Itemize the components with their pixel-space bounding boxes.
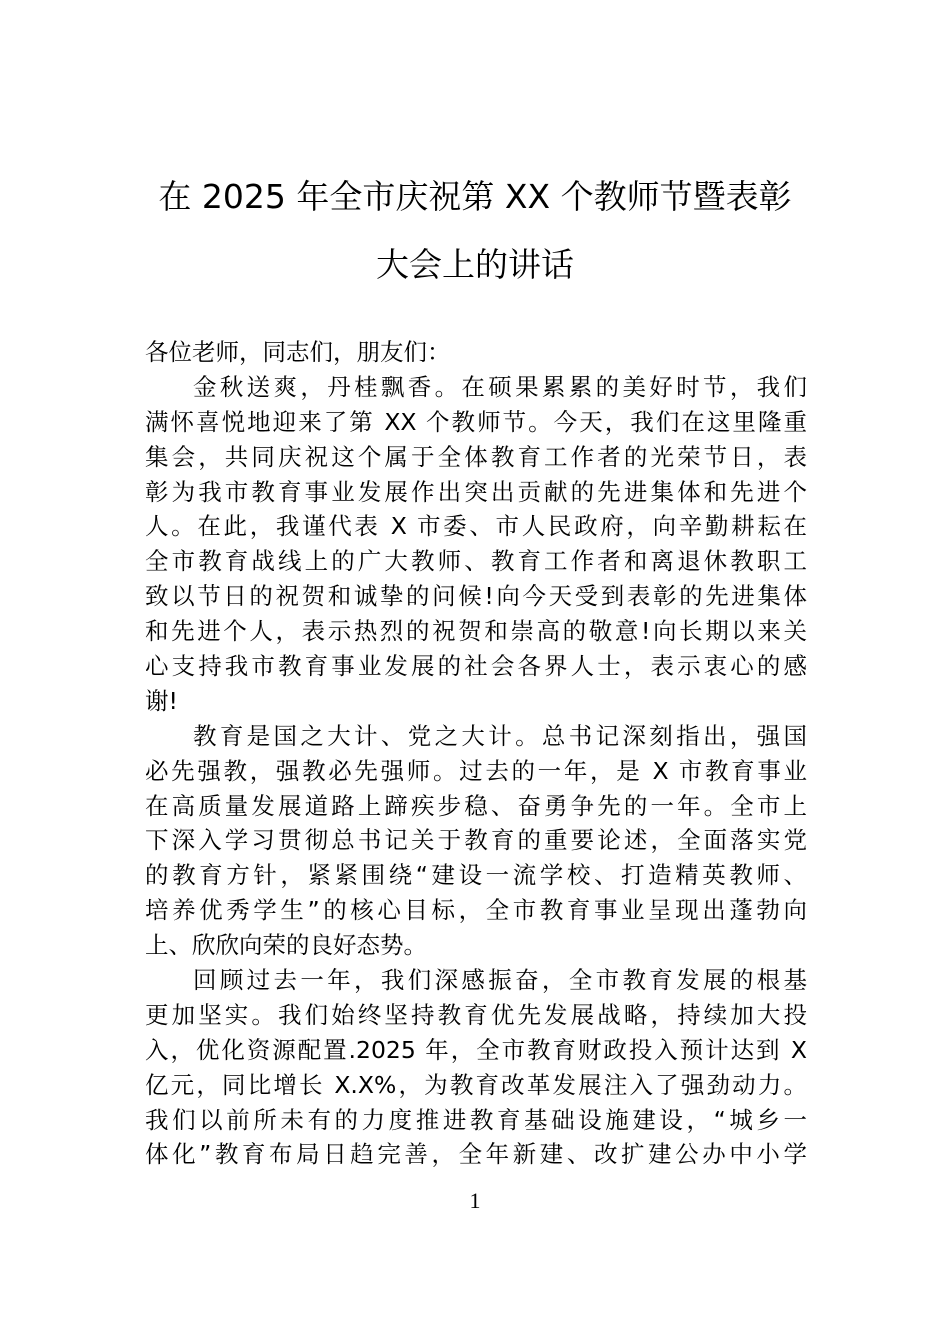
paragraph-2-line-7: 上、欣欣向荣的良好态势。: [145, 931, 427, 960]
paragraph-2-line-3: 在高质量发展道路上蹄疾步稳、奋勇争先的一年。全市上: [145, 791, 807, 820]
paragraph-2-line-1: 教育是国之大计、党之大计。总书记深刻指出，强国: [193, 721, 807, 750]
paragraph-3-line-3: 入，优化资源配置.2025 年，全市教育财政投入预计达到 X: [145, 1035, 807, 1064]
paragraph-1-line-6: 全市教育战线上的广大教师、教育工作者和离退休教职工: [145, 547, 807, 576]
paragraph-3-line-5: 我们以前所未有的力度推进教育基础设施建设，“城乡一: [145, 1105, 807, 1134]
paragraph-3-line-4: 亿元，同比增长 X.X%，为教育改革发展注入了强劲动力。: [145, 1070, 807, 1099]
document-title: [0, 163, 950, 299]
paragraph-1-line-1: 金秋送爽，丹桂飘香。在硕果累累的美好时节，我们: [193, 372, 807, 401]
paragraph-3-line-6: 体化”教育布局日趋完善，全年新建、改扩建公办中小学: [145, 1140, 807, 1169]
paragraph-2-line-4: 下深入学习贯彻总书记关于教育的重要论述，全面落实党: [145, 826, 807, 855]
paragraph-3-line-1: 回顾过去一年，我们深感振奋，全市教育发展的根基: [193, 966, 807, 995]
paragraph-2-line-6: 培养优秀学生”的核心目标，全市教育事业呈现出蓬勃向: [145, 896, 807, 925]
paragraph-1-line-5: 人。在此，我谨代表 X 市委、市人民政府，向辛勤耕耘在: [145, 512, 807, 541]
page-number: 1: [469, 1188, 481, 1213]
paragraph-2-line-2: 必先强教，强教必先强师。过去的一年，是 X 市教育事业: [145, 756, 807, 785]
paragraph-1-line-8: 和先进个人，表示热烈的祝贺和崇高的敬意!向长期以来关: [145, 617, 807, 646]
document-body: [145, 335, 807, 1172]
paragraph-2-line-5: 的教育方针，紧紧围绕“建设一流学校、打造精英教师、: [145, 861, 807, 890]
paragraph-1-line-9: 心支持我市教育事业发展的社会各界人士，表示衷心的感: [145, 652, 807, 681]
paragraph-3-line-2: 更加坚实。我们始终坚持教育优先发展战略，持续加大投: [145, 1000, 807, 1029]
paragraph-1-line-2: 满怀喜悦地迎来了第 XX 个教师节。今天，我们在这里隆重: [145, 407, 807, 436]
paragraph-1-line-7: 致以节日的祝贺和诚挚的问候!向今天受到表彰的先进集体: [145, 582, 807, 611]
title-line-1: 在 2025 年全市庆祝第 XX 个教师节暨表彰: [158, 177, 792, 216]
title-line-2: 大会上的讲话: [376, 245, 574, 284]
salutation: 各位老师，同志们，朋友们：: [145, 338, 451, 366]
paragraph-1-line-4: 彰为我市教育事业发展作出突出贡献的先进集体和先进个: [145, 477, 807, 506]
paragraph-1-line-10: 谢!: [145, 686, 178, 715]
paragraph-1-line-3: 集会，共同庆祝这个属于全体教育工作者的光荣节日，表: [145, 442, 807, 471]
